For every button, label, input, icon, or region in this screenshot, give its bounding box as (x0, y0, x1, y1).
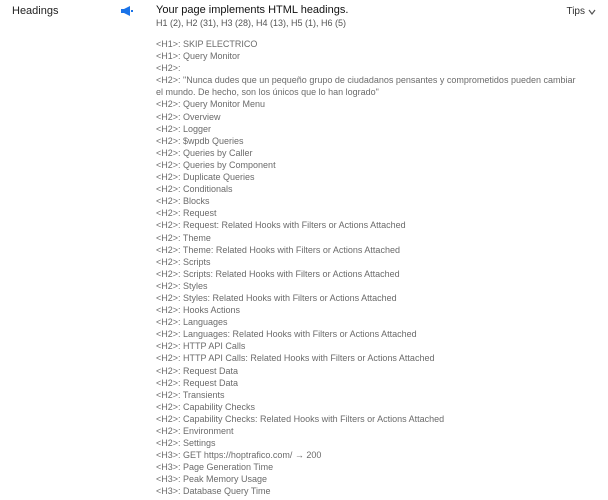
heading-list-item: <H2>: Hooks Actions (156, 305, 241, 316)
heading-list-item: <H2>: HTTP API Calls: Related Hooks with Filters or Actions Attached (156, 353, 435, 364)
heading-list-item: <H2>: Capability Checks: Related Hooks with Filters or Actions Attached (156, 413, 445, 424)
heading-list-item: <H2>: Settings (156, 438, 216, 449)
section-label: Headings (12, 5, 59, 17)
heading-list-item: <H1>: Query Monitor (156, 51, 241, 62)
tips-label: Tips (566, 6, 585, 17)
heading-list-item: <H3>: GET https://hoptrafico.com/ → 200 (156, 450, 322, 461)
heading-list-item: <H2>: Styles (156, 280, 208, 291)
heading-list-item: <H2>: Transients (156, 389, 225, 400)
heading-count-summary: H1 (2), H2 (31), H3 (28), H4 (13), H5 (1), H6 (5) (156, 18, 347, 28)
heading-list-item: <H1>: SKIP ELECTRICO (156, 39, 258, 49)
heading-list-item: <H2>: Theme: Related Hooks with Filters or Actions Attached (156, 244, 400, 255)
heading-list-item: <H2>: Request: Related Hooks with Filters or Actions Attached (156, 220, 406, 231)
chevron-down-icon (588, 9, 596, 15)
heading-list-item: <H2>: Queries by Caller (156, 147, 253, 158)
heading-list-item: <H2>: "Nunca dudes que un pequeño grupo de ciudadanos pensantes y comprometidos pueden cambiar el mundo. De hecho, son los únicos que lo han logrado" (156, 75, 576, 98)
tips-dropdown[interactable] (566, 6, 596, 17)
heading-list-item: <H2>: Scripts: Related Hooks with Filters or Actions Attached (156, 268, 400, 279)
heading-list-item: <H2>: HTTP API Calls (156, 341, 246, 352)
heading-list-item: <H3>: Peak Memory Usage (156, 474, 268, 485)
heading-list-item: <H2>: Request Data (156, 365, 239, 376)
megaphone-icon (120, 4, 134, 16)
heading-list-item: <H2>: Blocks (156, 196, 210, 207)
heading-list-item: <H3>: Page Generation Time (156, 462, 274, 473)
heading-list-item: <H2>: Languages: Related Hooks with Filters or Actions Attached (156, 329, 417, 340)
heading-list-item: <H2>: Languages (156, 317, 228, 328)
heading-list-item: <H2>: $wpdb Queries (156, 135, 244, 146)
result-title: Your page implements HTML headings. (156, 4, 349, 16)
heading-list-item: <H2>: Queries by Component (156, 159, 276, 170)
heading-list-item: <H2>: Request Data (156, 377, 239, 388)
heading-list-item: <H2>: Environment (156, 426, 234, 436)
heading-list-item: <H2>: Scripts (156, 256, 211, 267)
heading-list-item: <H2>: Styles: Related Hooks with Filters or Actions Attached (156, 292, 397, 303)
heading-list-item: <H2>: Logger (156, 123, 212, 134)
heading-list-item: <H2>: (156, 63, 181, 74)
heading-list (156, 38, 576, 498)
heading-list-item: <H2>: Theme (156, 232, 211, 243)
heading-list-item: <H3>: Database Query Time (156, 486, 271, 497)
heading-list-item: <H2>: Capability Checks (156, 401, 256, 412)
heading-list-item: <H2>: Request (156, 208, 217, 219)
heading-list-item: <H2>: Duplicate Queries (156, 172, 255, 183)
heading-list-item: <H2>: Query Monitor Menu (156, 99, 266, 110)
heading-list-item: <H2>: Overview (156, 111, 221, 122)
heading-list-item: <H2>: Conditionals (156, 184, 233, 195)
